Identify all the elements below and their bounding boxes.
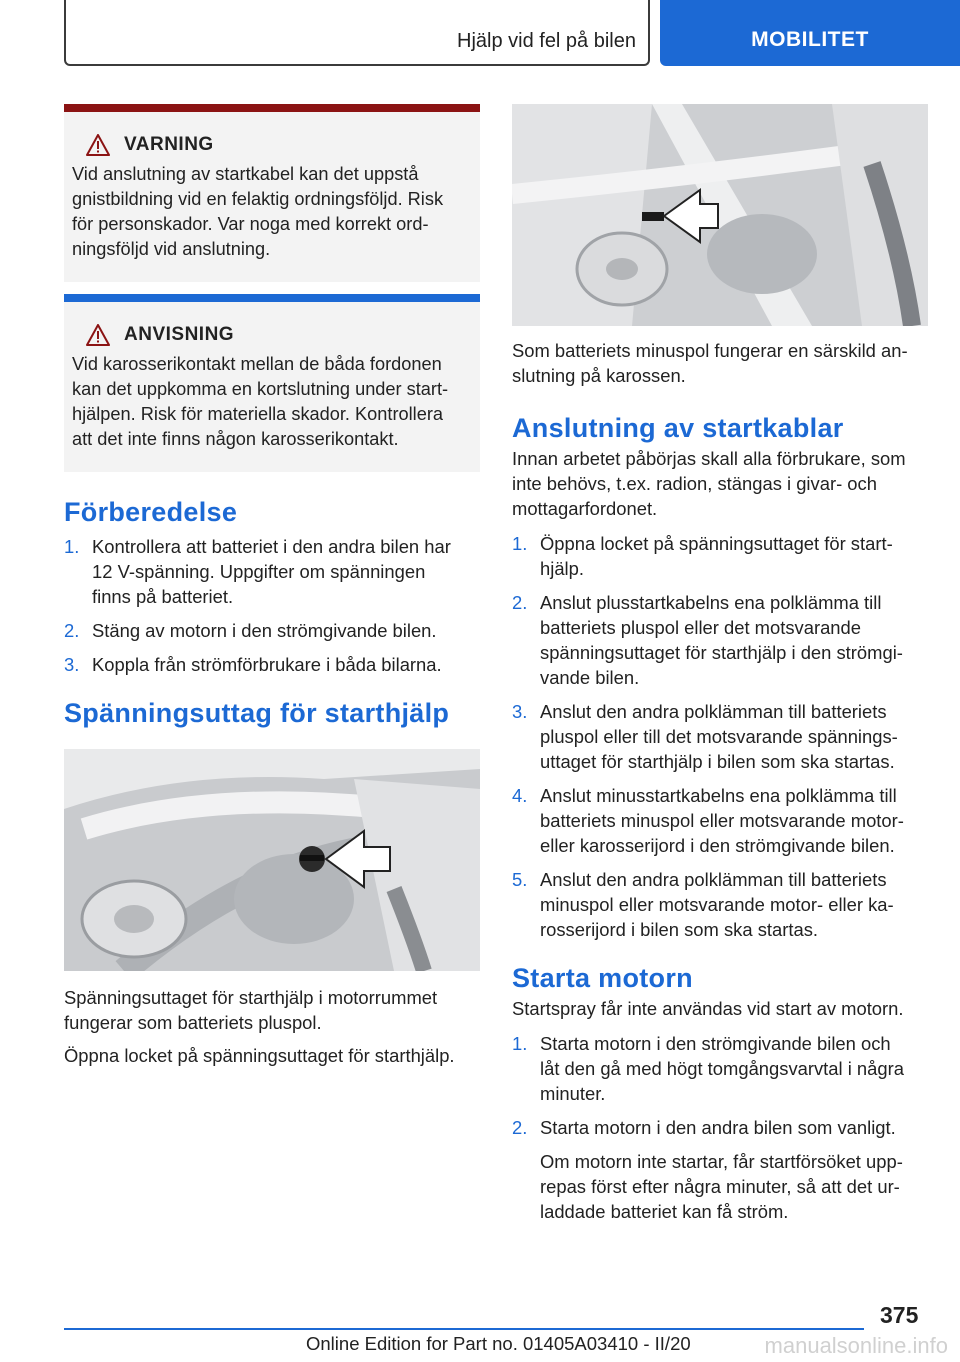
right-column [512,104,928,1224]
start-steps [512,1031,928,1140]
connect-intro: Innan arbetet påbörjas skall alla förbrukare, som inte behövs, t.ex. radion, stängas i givar- och mottagarfordonet. [512,448,906,519]
heading-socket: Spänningsuttag för starthjälp [64,698,450,728]
minus-pole-text: Som batteriets minuspol fungerar en särskild an‐ slutning på karossen. [512,340,908,386]
list-item: 2. Stäng av motorn i den strömgivande bilen. [64,620,437,641]
notice-triangle-icon [72,324,124,346]
list-item: 1. Kontrollera att batteriet i den andra bilen har 12 V-spänning. Uppgifter om spänningen finns på batteriet. [64,536,451,607]
connect-steps [512,531,928,942]
list-item: 3. Anslut den andra polklämman till batteriets pluspol eller till det motsvarande spännings‐ uttaget för starthjälp i bilen som ska startas. [512,701,898,772]
warning-box [64,104,480,282]
page-number: 375 [880,1302,919,1328]
socket-caption: Spänningsuttaget för starthjälp i motorrummet fungerar som batteriets pluspol. [64,987,438,1033]
preparation-steps [64,534,480,677]
warning-triangle-icon [72,134,124,156]
notice-label: ANVISNING [124,324,235,345]
start-followup: Om motorn inte startar, får startförsöket upp‐ repas först efter några minuter, så att det ur‐ laddade batteriet kan få ström. [540,1151,903,1222]
heading-preparation: Förberedelse [64,497,238,527]
engine-bay-photo-socket [64,749,480,971]
header-frame [64,0,650,66]
warning-label: VARNING [124,134,214,155]
socket-instruction: Öppna locket på spänningsuttaget för starthjälp. [64,1045,455,1066]
list-item: 2. Anslut plusstartkabelns ena polklämma till batteriets pluspol eller det motsvarande spänningsuttaget för starthjälp i den strömgi‐ vande bilen. [512,592,903,688]
list-item: 4. Anslut minusstartkabelns ena polklämma till batteriets minuspol eller motsvarande motor- eller karosserijord i den strömgivande bilen. [512,785,904,856]
list-item: 1. Starta motorn i den strömgivande bilen och låt den gå med högt tomgångsvarvtal i några minuter. [512,1033,904,1104]
heading-connect-cables: Anslutning av startkablar [512,413,844,443]
engine-bay-photo-minus [512,104,928,326]
warning-text: Vid anslutning av startkabel kan det uppstå gnistbildning vid en felaktig ordningsföljd. Risk för personskador. Var noga med korrekt ord‐ ningsföljd vid anslutning. [72,164,444,259]
notice-box [64,294,480,472]
left-column [64,104,480,1068]
list-item: 1. Öppna locket på spänningsuttaget för start‐ hjälp. [512,533,893,579]
watermark: manualsonline.info [764,1333,948,1358]
heading-start-engine: Starta motorn [512,963,693,993]
chapter-tab[interactable]: MOBILITET [660,0,960,66]
list-item: 2. Starta motorn i den andra bilen som vanligt. [512,1117,896,1138]
footer-edition: Online Edition for Part no. 01405A03410 - II/20 [306,1333,691,1354]
start-intro: Startspray får inte användas vid start av motorn. [512,998,904,1019]
list-item: 3. Koppla från strömförbrukare i båda bilarna. [64,654,442,675]
footer-divider [64,1328,864,1330]
list-item: 5. Anslut den andra polklämman till batteriets minuspol eller motsvarande motor- eller ka‐ rosserijord i bilen som ska startas. [512,869,894,940]
notice-text: Vid karosserikontakt mellan de båda fordonen kan det uppkomma en kortslutning under start‐ hjälpen. Risk för materiella skador. Kontrollera att det inte finns någon karosserikontakt. [72,354,449,449]
section-title: Hjälp vid fel på bilen [457,30,636,52]
